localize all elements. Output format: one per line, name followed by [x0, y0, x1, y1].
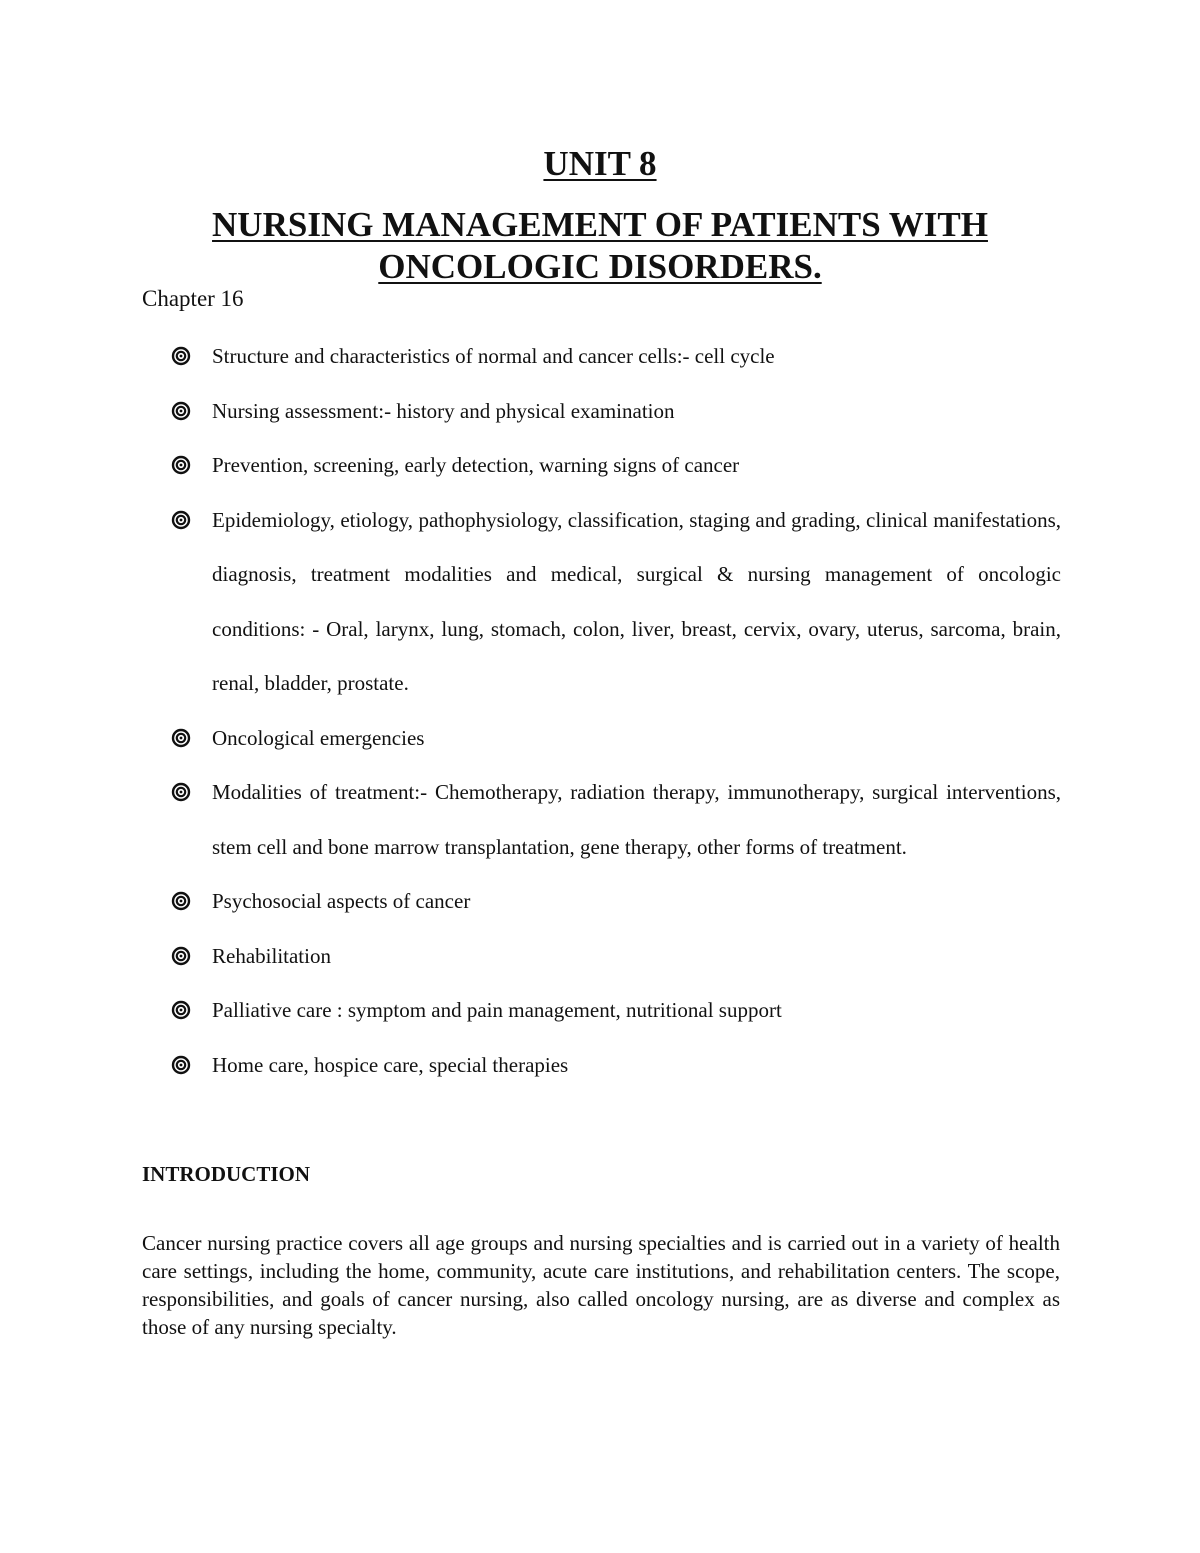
target-bullet-icon: [171, 1055, 191, 1075]
target-bullet-icon: [171, 401, 191, 421]
topic-text: Prevention, screening, early detection, warning signs of cancer: [212, 453, 740, 477]
topic-item: [171, 765, 1061, 874]
topic-item: [171, 929, 1061, 984]
target-bullet-icon: [171, 728, 191, 748]
topic-item: [171, 493, 1061, 711]
target-bullet-icon: [171, 891, 191, 911]
topic-item: [171, 711, 1061, 766]
topic-item: [171, 874, 1061, 929]
main-title: NURSING MANAGEMENT OF PATIENTS WITH ONCOLOGIC DISORDERS.: [212, 205, 988, 286]
topic-item: [171, 384, 1061, 439]
topic-text: Home care, hospice care, special therapies: [212, 1052, 569, 1077]
introduction-paragraph: Cancer nursing practice covers all age groups and nursing specialties and is carried out in a variety of health care settings, including the home, community, acute care institutions, and rehabilitation centers. The scope, responsibilities, and goals of cancer nursing, also called oncology nursing, are as diverse and complex as those of any nursing specialty.: [142, 1231, 1060, 1339]
topic-item: [171, 1038, 1061, 1093]
unit-title: UNIT 8: [543, 144, 657, 183]
topic-text: Structure and characteristics of normal and cancer cells:- cell cycle: [212, 344, 775, 368]
topic-text: Oncological emergencies: [212, 725, 425, 750]
topic-list: [171, 329, 1061, 1092]
target-bullet-icon: [171, 455, 191, 475]
topic-text: Rehabilitation: [212, 943, 331, 968]
topic-text: Psychosocial aspects of cancer: [212, 889, 471, 913]
target-bullet-icon: [171, 946, 191, 966]
target-bullet-icon: [171, 1000, 191, 1020]
target-bullet-icon: [171, 782, 191, 802]
target-bullet-icon: [171, 510, 191, 530]
topic-text: Nursing assessment:- history and physical examination: [212, 398, 675, 423]
topic-text: Epidemiology, etiology, pathophysiology, classification, staging and grading, clinical manifestations, diagnosis, treatment modalities and medical, surgical & nursing management of oncologic conditions: - Oral, larynx, lung, stomach, colon, liver, breast, cervix, ovary, uterus, sarcoma, brain, renal, bladder, prostate.: [212, 507, 1061, 695]
topic-text: Palliative care : symptom and pain management, nutritional support: [212, 998, 782, 1022]
topic-text: Modalities of treatment:- Chemotherapy, radiation therapy, immunotherapy, surgical interventions, stem cell and bone marrow transplantation, gene therapy, other forms of treatment.: [212, 780, 1061, 859]
topic-item: [171, 983, 1061, 1038]
introduction-heading: INTRODUCTION: [142, 1162, 311, 1186]
chapter-label: Chapter 16: [142, 286, 244, 311]
topic-item: [171, 438, 1061, 493]
target-bullet-icon: [171, 346, 191, 366]
topic-item: [171, 329, 1061, 384]
